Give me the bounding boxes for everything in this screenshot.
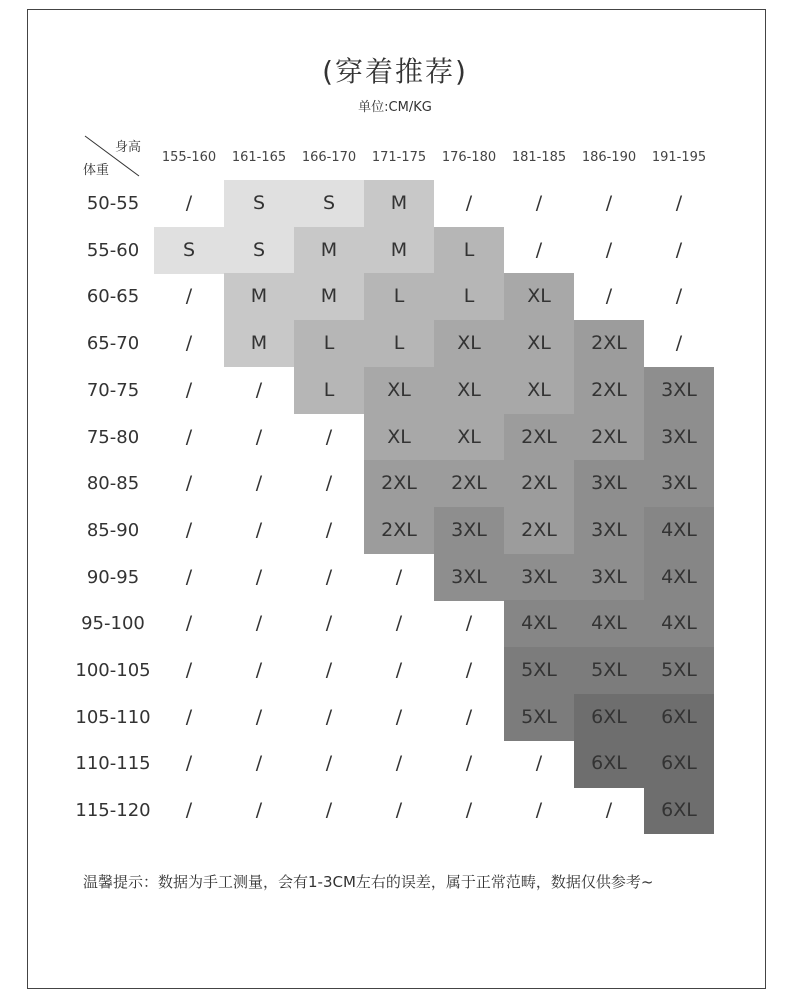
size-cell: / [325,565,333,588]
size-cell: 4XL [574,600,644,647]
weight-row-header: 65-70 [86,333,140,355]
size-cell: L [294,367,364,414]
size-cell: / [465,799,473,822]
size-cell: / [325,472,333,495]
size-cell: 3XL [644,460,714,507]
size-cell: / [255,378,263,401]
weight-row-header: 95-100 [81,613,145,635]
size-cell: 6XL [644,694,714,741]
size-cell: 3XL [574,554,644,601]
size-cell: / [395,565,403,588]
height-column-header: 161-165 [231,150,287,165]
size-cell: / [255,752,263,775]
size-cell: 4XL [644,507,714,554]
size-cell: M [364,180,434,227]
size-cell: XL [434,320,504,367]
size-cell: M [294,273,364,320]
size-cell: 2XL [504,414,574,461]
size-cell: 2XL [574,367,644,414]
size-cell: 2XL [574,414,644,461]
size-cell: L [294,320,364,367]
size-cell: / [465,752,473,775]
weight-row-header: 70-75 [86,379,140,401]
size-cell: 4XL [504,600,574,647]
size-cell: / [255,659,263,681]
unit-label: 单位:CM/KG [358,100,432,115]
size-cell: M [294,227,364,274]
size-cell: XL [504,273,574,320]
size-cell: / [185,425,193,448]
size-cell: L [364,273,434,320]
size-cell: 2XL [364,460,434,507]
weight-row-header: 100-105 [75,660,151,681]
size-cell: / [465,659,473,681]
size-cell: XL [434,367,504,414]
size-cell: / [185,565,193,588]
weight-row-header: 80-85 [86,473,140,495]
size-cell: / [255,705,263,728]
size-cell: 3XL [644,414,714,461]
size-cell: 5XL [644,647,714,694]
size-cell: 6XL [574,740,644,787]
size-cell: / [325,612,333,635]
size-cell: / [675,285,683,308]
height-column-header: 191-195 [651,150,707,165]
size-cell: 6XL [644,787,714,834]
size-cell: / [325,799,333,822]
size-cell: / [325,425,333,448]
size-cell: 2XL [364,507,434,554]
size-cell: XL [504,367,574,414]
size-cell: 5XL [504,694,574,741]
size-cell: / [185,332,193,355]
size-cell: XL [364,367,434,414]
size-cell: / [185,192,193,214]
size-cell: 2XL [574,320,644,367]
weight-row-header: 110-115 [75,753,151,775]
size-cell: M [224,273,294,320]
size-cell: 3XL [644,367,714,414]
size-cell: / [675,238,683,261]
height-column-header: 171-175 [371,150,427,165]
height-column-header: 186-190 [581,150,637,165]
size-cell: / [255,425,263,448]
size-cell: / [185,472,193,495]
size-cell: / [395,612,403,635]
size-cell: / [255,565,263,588]
weight-row-header: 85-90 [86,519,140,541]
size-cell: / [675,332,683,355]
size-cell: 4XL [644,600,714,647]
size-cell: / [535,192,543,214]
size-cell: / [465,192,473,214]
tip-note: 温馨提示：数据为手工测量，会有1-3CM左右的误差，属于正常范畴，数据仅供参考~ [83,873,654,891]
size-cell: L [364,320,434,367]
weight-row-header: 50-55 [86,193,140,214]
size-cell: / [255,518,263,541]
weight-row-header: 90-95 [86,566,140,588]
height-column-header: 166-170 [301,150,357,165]
size-cell: / [185,752,193,775]
size-cell: / [395,752,403,775]
size-cell: XL [504,320,574,367]
weight-row-header: 115-120 [75,800,151,822]
size-cell: 2XL [504,460,574,507]
height-axis-label: 身高 [114,140,141,155]
size-cell: 3XL [434,507,504,554]
size-cell: 4XL [644,554,714,601]
size-cell: 3XL [434,554,504,601]
size-cell: / [535,238,543,261]
size-cell: / [605,238,613,261]
size-cell: 5XL [504,647,574,694]
weight-row-header: 55-60 [86,239,140,261]
size-cell: / [255,799,263,822]
size-cell: 5XL [574,647,644,694]
size-cell: / [605,799,613,822]
size-cell: / [605,285,613,308]
size-cell: / [185,378,193,401]
height-column-header: 176-180 [441,150,497,165]
size-cell: / [395,799,403,822]
height-column-header: 181-185 [511,150,567,165]
size-cell: 2XL [504,507,574,554]
page-title: (穿着推荐) [322,55,468,88]
size-cell: / [675,192,683,214]
size-cell: / [535,752,543,775]
size-cell: S [224,227,294,274]
size-cell: / [325,752,333,775]
size-cell: / [395,705,403,728]
size-cell: / [185,612,193,635]
size-cell: / [465,612,473,635]
size-cell: / [465,705,473,728]
size-cell: / [255,472,263,495]
size-cell: / [185,659,193,681]
size-cell: / [185,518,193,541]
size-cell: / [325,705,333,728]
weight-axis-label: 体重 [83,163,110,178]
size-cell: / [535,799,543,822]
size-cell: 3XL [574,507,644,554]
size-cell: / [255,612,263,635]
table-corner-header [83,134,141,178]
weight-row-header: 75-80 [86,426,140,448]
size-cell: S [294,180,364,227]
size-cell: M [224,320,294,367]
weight-row-header: 60-65 [86,286,140,308]
size-cell: S [224,180,294,227]
size-cell: / [185,285,193,308]
size-cell: L [434,227,504,274]
size-cell: L [434,273,504,320]
size-cell: 3XL [504,554,574,601]
size-cell: / [325,659,333,681]
size-cell: 6XL [574,694,644,741]
size-cell: M [364,227,434,274]
size-cell: / [325,518,333,541]
size-cell: 3XL [574,460,644,507]
size-cell: / [185,799,193,822]
size-cell: S [154,227,224,274]
size-cell: 2XL [434,460,504,507]
size-cell: / [605,192,613,214]
size-cell: 6XL [644,740,714,787]
size-cell: / [395,659,403,681]
size-cell: / [185,705,193,728]
weight-row-header: 105-110 [75,706,151,728]
height-column-header: 155-160 [161,150,217,165]
size-cell: XL [434,414,504,461]
size-cell: XL [364,414,434,461]
